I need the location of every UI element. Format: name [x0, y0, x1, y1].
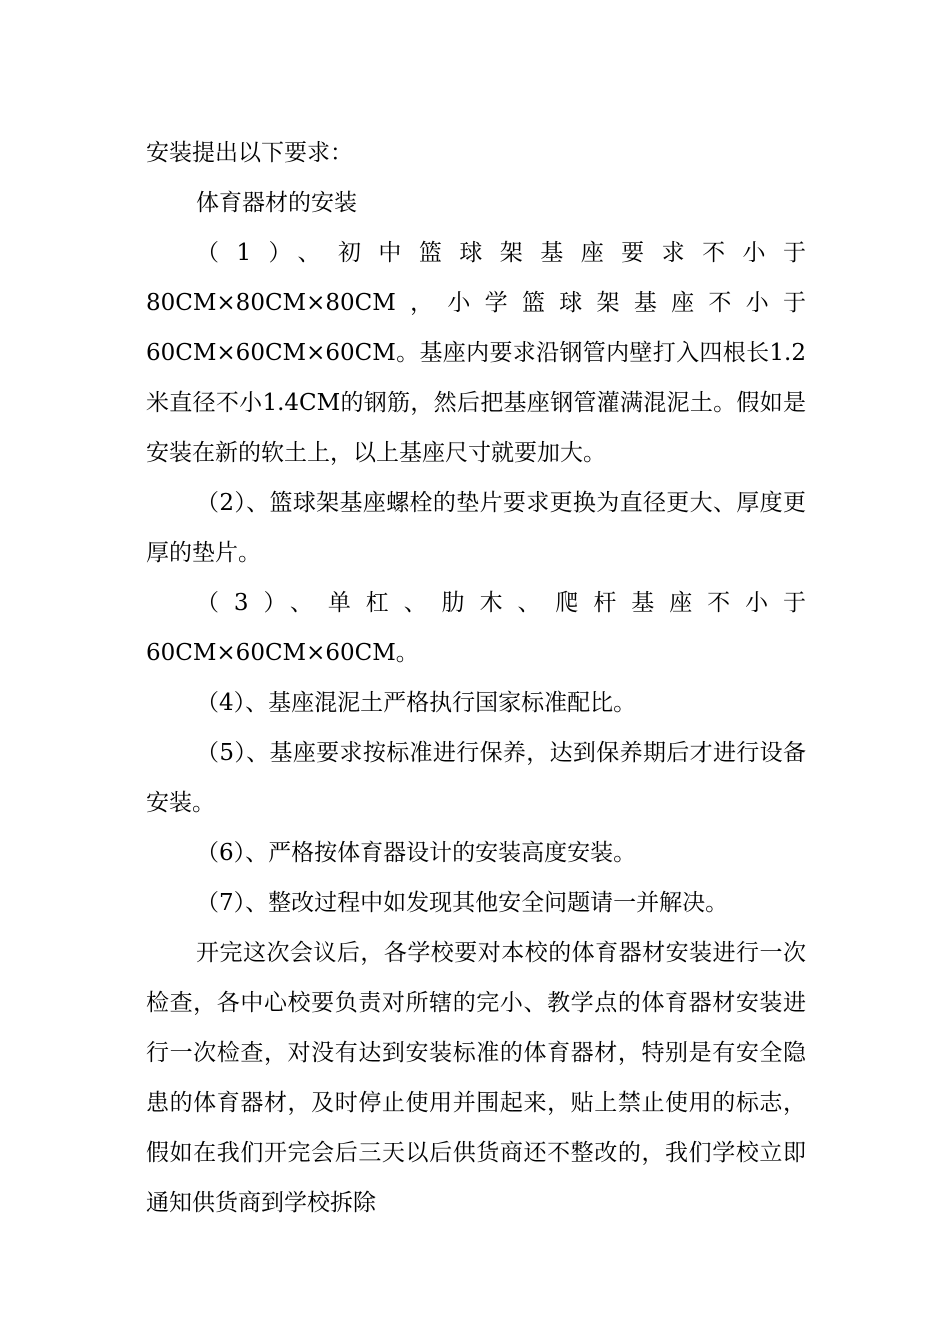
paragraph-followup: 开完这次会议后，各学校要对本校的体育器材安装进行一次检查，各中心校要负责对所辖的完小、教学点的体育器材安装进行一次检查，对没有达到安装标准的体育器材，特别是有安全隐患的体育器材，及时停止使用并围起来，贴上禁止使用的标志，假如在我们开完会后三天以后供货商还不整改的，我们学校立即通知供货商到学校拆除 — [146, 940, 806, 1216]
requirement-5: （5）、基座要求按标准进行保养，达到保养期后才进行设备安装。 — [146, 740, 806, 816]
document-page — [146, 128, 806, 1228]
section-heading: 体育器材的安装 — [196, 190, 357, 216]
requirement-1: （1）、初中篮球架基座要求不小于80CM×80CM×80CM，小学篮球架基座不小于60CM×60CM×60CM。基座内要求沿钢管内壁打入四根长1.2米直径不小1.4CM的钢筋，然后把基座钢管灌满混泥土。假如是安装在新的软土上，以上基座尺寸就要加大。 — [146, 240, 806, 466]
requirement-7: （7）、整改过程中如发现其他安全问题请一并解决。 — [196, 890, 729, 916]
requirement-3: （3）、单杠、肋木、爬杆基座不小于60CM×60CM×60CM。 — [146, 590, 806, 666]
requirement-4: （4）、基座混泥土严格执行国家标准配比。 — [196, 690, 637, 716]
requirement-6: （6）、严格按体育器设计的安装高度安装。 — [196, 840, 637, 866]
requirement-2: （2）、篮球架基座螺栓的垫片要求更换为直径更大、厚度更厚的垫片。 — [146, 490, 806, 566]
paragraph-intro: 安装提出以下要求： — [146, 140, 353, 166]
